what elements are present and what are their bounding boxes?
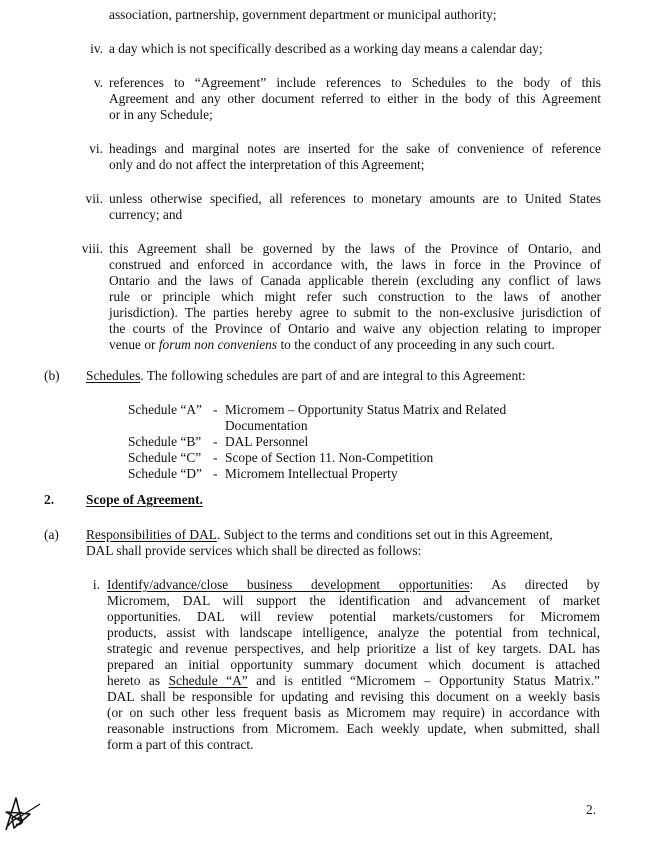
section-title: Scope of Agreement. [86,492,203,507]
item-text: form a part of this contract. [107,737,254,752]
item-number: i. [92,577,100,592]
item-text: strategic and revenue perspectives, and help prioritize a list of key targets. DAL has [107,641,600,656]
item-text [107,673,600,689]
item-text: reasonable instructions from Micromem. Each weekly update, when submitted, shall [107,721,600,736]
italic-term: forum non conveniens [158,337,278,352]
section-a-text: DAL shall provide services which shall be directed as follows: [86,543,422,558]
item-text: products, assist with landscape intelligence, analyze the potential from technical, [107,625,600,640]
item-number: v. [93,75,103,90]
text-run: to the conduct of any proceeding in any such court. [277,337,555,352]
item-text: Micromem, DAL will support the identification and advancement of market [107,593,600,608]
schedule-reference: Schedule “A” [168,673,248,688]
item-text: jurisdiction). The parties hereby agree to submit to the non-exclusive jurisdiction of [109,305,601,320]
item-number: vii. [85,191,103,206]
item-number: viii. [81,241,103,256]
section-heading [86,492,203,508]
item-text [107,577,600,593]
section-a-text [86,527,553,543]
item-text: this Agreement shall be governed by the laws of the Province of Ontario, and [109,241,601,256]
section-b-text [86,368,526,384]
item-number: vi. [89,141,103,156]
text-run: hereto as [107,673,169,688]
item-text: a day which is not specifically described as a working day means a calendar day; [109,41,543,56]
schedule-desc: Micromem – Opportunity Status Matrix and Related [225,402,507,417]
schedule-name: Schedule “B” [128,434,202,449]
text-run: venue or [109,337,159,352]
item-text: only and do not affect the interpretation of this Agreement; [109,157,425,172]
schedule-dash: - [213,450,218,465]
schedule-name: Schedule “C” [128,450,202,465]
section-heading: Schedules [86,368,141,383]
page-number: 2. [586,802,597,817]
section-label: (a) [44,527,59,542]
item-text: DAL shall be responsible for updating and revising this document on a weekly basis [107,689,600,704]
item-text: prepared an initial opportunity summary document which document is attached [107,657,600,672]
item-text: headings and marginal notes are inserted for the sake of convenience of reference [109,141,601,156]
item-text: construed and enforced in accordance with, the laws in force in the Province of [109,257,601,272]
text-run: and is entitled “Micromem – Opportunity Status Matrix.” [247,673,600,688]
item-text: currency; and [109,207,183,222]
item-text: (or on such other less frequent basis as Micromem may require) in accordance with [107,705,600,720]
item-text: the courts of the Province of Ontario and waive any objection relating to improper [109,321,601,336]
item-text: or in any Schedule; [109,107,213,122]
item-text: rule or principle which might refer such construction to the laws of another [109,289,601,304]
text-run: . The following schedules are part of and are integral to this Agreement: [140,368,526,383]
schedule-name: Schedule “A” [128,402,202,417]
section-label: (b) [44,368,60,383]
item-text: unless otherwise specified, all references to monetary amounts are to United States [109,191,601,206]
schedule-dash: - [213,434,218,449]
continuation-line: association, partnership, government department or municipal authority; [109,7,497,22]
item-text-last [109,337,555,353]
signature-initials-icon [2,792,44,839]
schedule-name: Schedule “D” [128,466,202,481]
text-run: . Subject to the terms and conditions set out in this Agreement, [216,527,553,542]
schedule-desc: Scope of Section 11. Non-Competition [225,450,434,465]
schedule-desc: Documentation [225,418,308,433]
section-heading: Responsibilities of DAL [86,527,217,542]
text-run: : As directed by [469,577,600,592]
item-text: Agreement and any other document referred to either in the body of this Agreement [109,91,601,106]
item-text: references to “Agreement” include references to Schedules to the body of this [109,75,601,90]
schedule-dash: - [213,402,218,417]
schedule-dash: - [213,466,218,481]
schedule-desc: DAL Personnel [225,434,309,449]
item-text: opportunities. DAL will review potential markets/customers for Micromem [107,609,600,624]
item-heading: Identify/advance/close business development opportunities [107,577,470,592]
item-text: Ontario and the laws of Canada applicable therein (excluding any conflict of laws [109,273,601,288]
section-number: 2. [44,492,55,507]
item-number: iv. [90,41,103,56]
schedule-desc: Micromem Intellectual Property [225,466,398,481]
